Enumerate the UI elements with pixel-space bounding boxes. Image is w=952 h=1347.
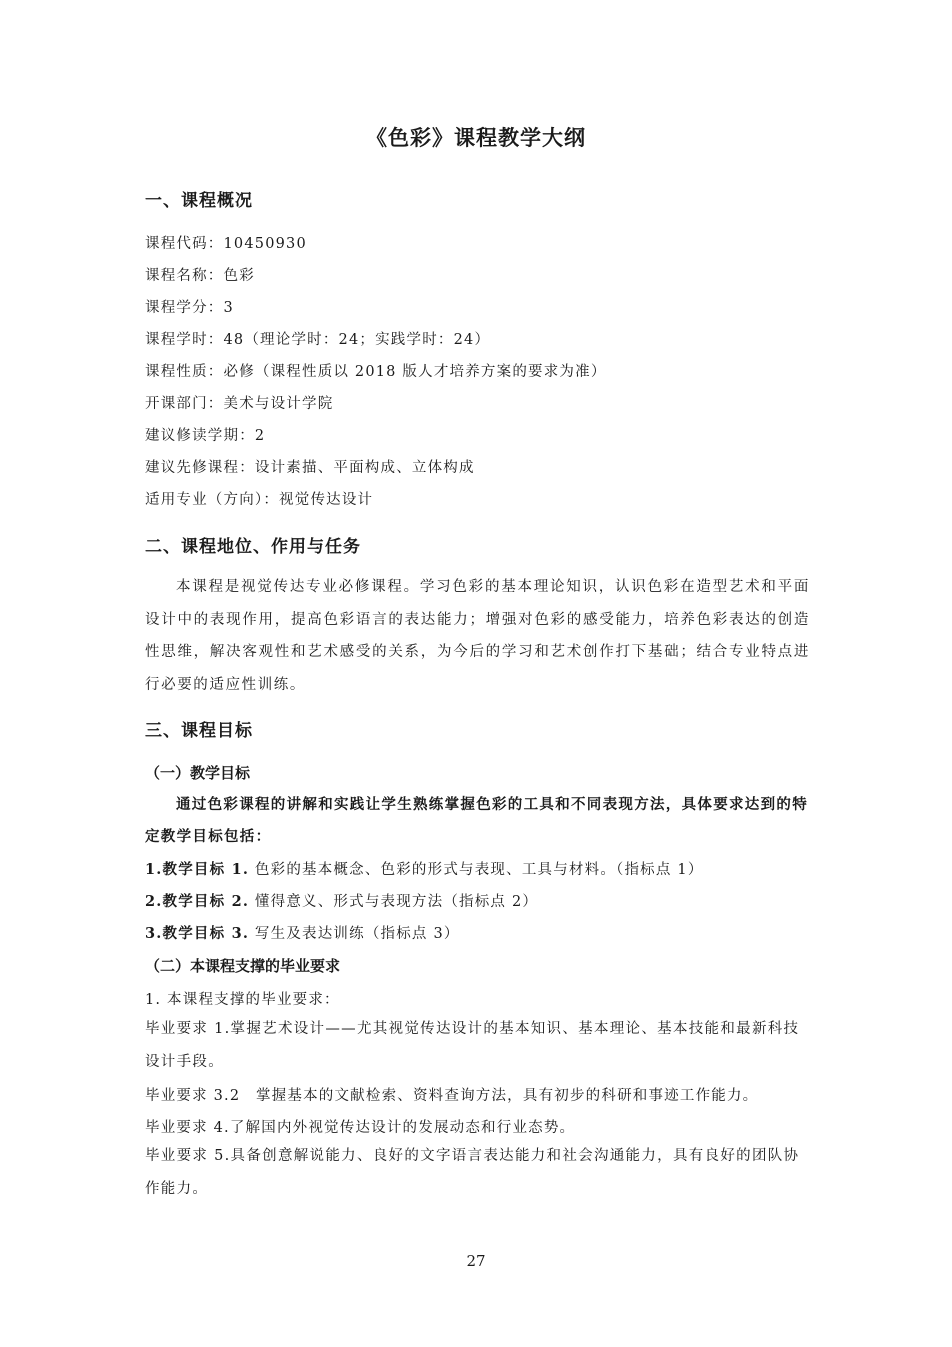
- info-course-name: 课程名称：色彩: [145, 268, 255, 284]
- teaching-goal-1-text: 色彩的基本概念、色彩的形式与表现、工具与材料。（指标点 1）: [249, 862, 704, 878]
- graduation-requirement-1: 毕业要求 1.掌握艺术设计——尤其视觉传达设计的基本知识、基本理论、基本技能和最新科技设计手段。: [145, 1021, 800, 1070]
- subsection-heading-teaching-goals: （一）教学目标: [145, 764, 251, 782]
- graduation-requirements-intro: 1. 本课程支撑的毕业要求：: [145, 992, 340, 1008]
- section-role-paragraph: 本课程是视觉传达专业必修课程。学习色彩的基本理论知识，认识色彩在造型艺术和平面设计中的表现作用，提高色彩语言的表达能力；增强对色彩的感受能力，培养色彩表达的创造性思维，解决客观性和艺术感受的关系，为今后的学习和艺术创作打下基础；结合专业特点进行必要的适应性训练。: [145, 579, 810, 693]
- info-course-hours: 课程学时：48（理论学时：24；实践学时：24）: [145, 332, 491, 348]
- page-number: 27: [466, 1252, 486, 1270]
- info-major: 适用专业（方向）：视觉传达设计: [145, 492, 374, 508]
- subsection-heading-graduation-requirements: （二）本课程支撑的毕业要求: [145, 957, 341, 975]
- section-heading-overview: 一、课程概况: [145, 191, 253, 211]
- info-semester: 建议修读学期：2: [145, 428, 266, 444]
- document-title: 《色彩》课程教学大纲: [366, 125, 586, 150]
- section-heading-goals: 三、课程目标: [145, 721, 253, 741]
- teaching-goal-2-label: 2.教学目标 2.: [145, 893, 250, 910]
- graduation-requirement-5: 毕业要求 5.具备创意解说能力、良好的文字语言表达能力和社会沟通能力，具有良好的团队协作能力。: [145, 1148, 800, 1197]
- teaching-goal-1-label: 1.教学目标 1.: [145, 861, 250, 878]
- info-course-credit: 课程学分：3: [145, 300, 234, 316]
- info-prerequisites: 建议先修课程：设计素描、平面构成、立体构成: [145, 460, 475, 476]
- teaching-goal-1: [145, 858, 704, 879]
- section-heading-role: 二、课程地位、作用与任务: [145, 537, 361, 557]
- teaching-goals-intro: 通过色彩课程的讲解和实践让学生熟练掌握色彩的工具和不同表现方法，具体要求达到的特定教学目标包括：: [145, 796, 808, 845]
- teaching-goal-2-text: 懂得意义、形式与表现方法（指标点 2）: [249, 894, 539, 910]
- info-department: 开课部门：美术与设计学院: [145, 396, 334, 412]
- teaching-goal-3-label: 3.教学目标 3.: [145, 925, 250, 942]
- info-course-code: 课程代码：10450930: [145, 236, 307, 252]
- graduation-requirement-3-2: 毕业要求 3.2 掌握基本的文献检索、资料查询方法，具有初步的科研和事迹工作能力。: [145, 1088, 759, 1104]
- teaching-goal-3: [145, 922, 460, 943]
- teaching-goal-2: [145, 890, 538, 911]
- teaching-goal-3-text: 写生及表达训练（指标点 3）: [249, 926, 460, 942]
- info-course-nature: 课程性质：必修（课程性质以 2018 版人才培养方案的要求为准）: [145, 364, 607, 380]
- graduation-requirement-4: 毕业要求 4.了解国内外视觉传达设计的发展动态和行业态势。: [145, 1120, 576, 1136]
